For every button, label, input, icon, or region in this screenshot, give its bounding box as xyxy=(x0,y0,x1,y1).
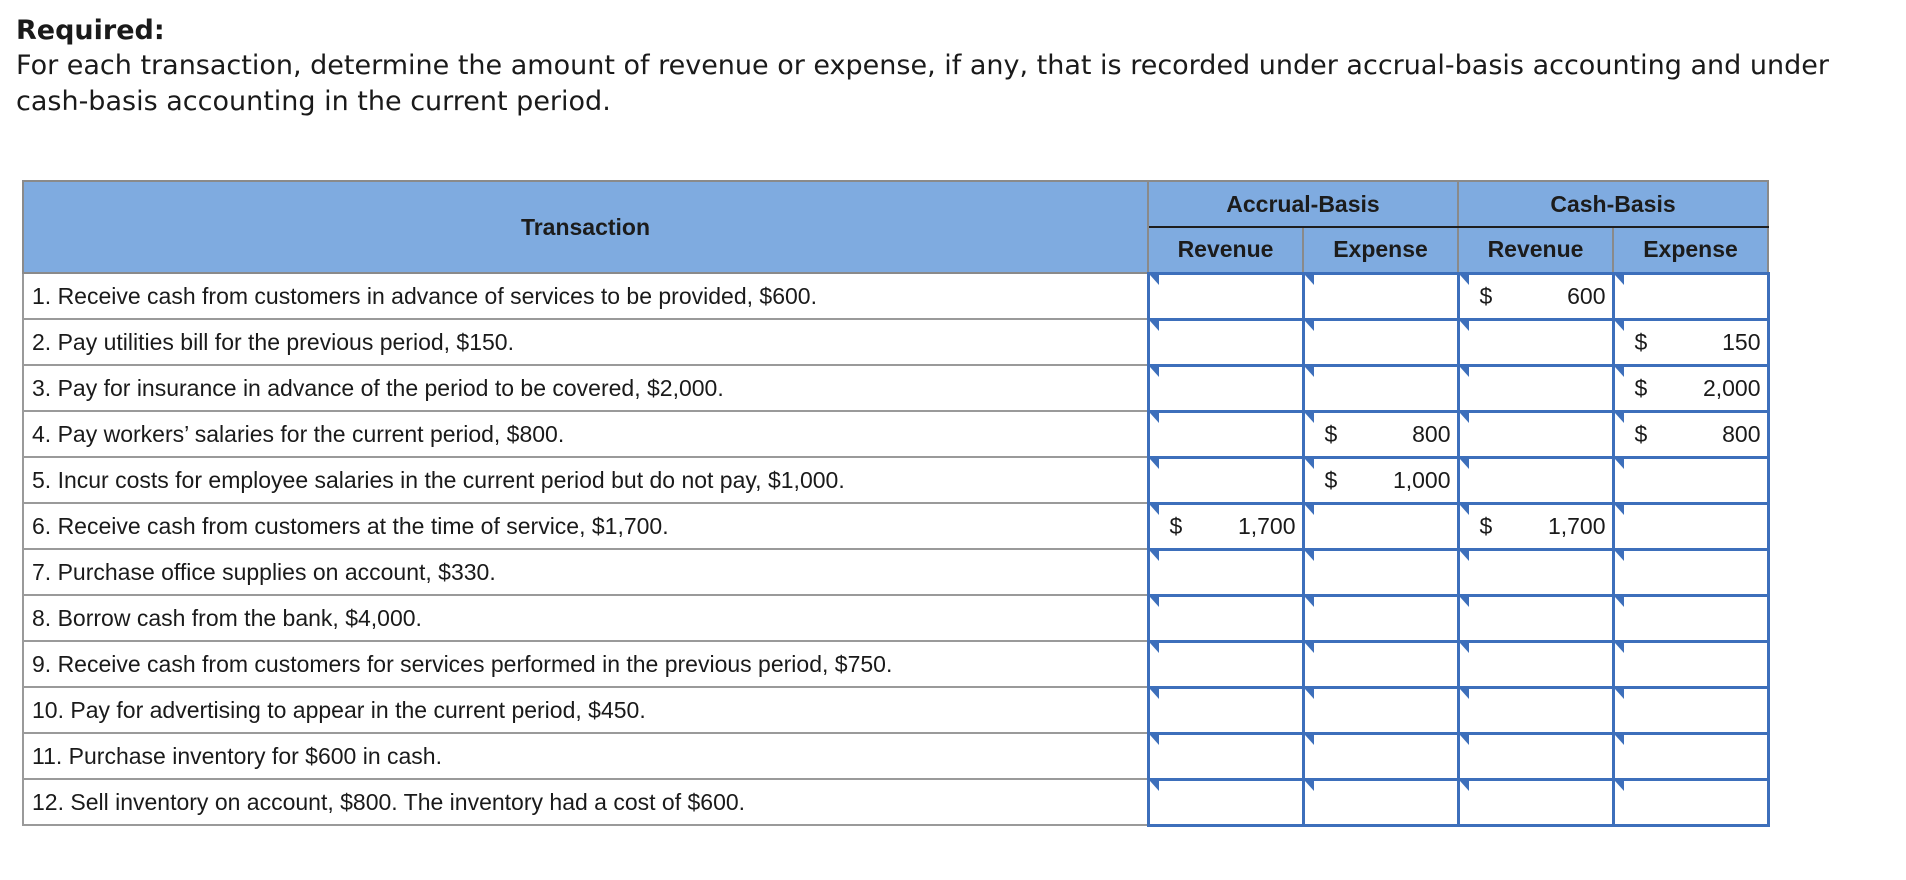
cash-revenue-input[interactable] xyxy=(1458,641,1613,687)
cash-revenue-input[interactable] xyxy=(1458,595,1613,641)
transaction-description: 8. Borrow cash from the bank, $4,000. xyxy=(23,595,1148,641)
cash-expense-input[interactable] xyxy=(1613,273,1768,319)
transactions-table xyxy=(22,180,1770,827)
cash-expense-header: Expense xyxy=(1613,227,1768,273)
accrual-expense-input[interactable] xyxy=(1303,503,1458,549)
amount-value: 1,000 xyxy=(1392,466,1451,493)
amount-value: 600 xyxy=(1567,282,1606,309)
transaction-description: 5. Incur costs for employee salaries in the current period but do not pay, $1,000. xyxy=(23,457,1148,503)
accrual-expense-input[interactable] xyxy=(1303,779,1458,825)
table-row xyxy=(23,595,1768,641)
cash-expense-input[interactable] xyxy=(1613,595,1768,641)
cash-revenue-input[interactable] xyxy=(1458,549,1613,595)
table-row xyxy=(23,319,1768,365)
accrual-expense-input[interactable] xyxy=(1303,411,1458,457)
cash-revenue-input[interactable] xyxy=(1458,687,1613,733)
table-row xyxy=(23,687,1768,733)
accrual-revenue-input[interactable] xyxy=(1148,273,1303,319)
cash-revenue-input[interactable] xyxy=(1458,273,1613,319)
accrual-basis-header: Accrual-Basis xyxy=(1148,181,1458,227)
accrual-expense-header: Expense xyxy=(1303,227,1458,273)
transaction-description: 11. Purchase inventory for $600 in cash. xyxy=(23,733,1148,779)
amount-value: 1,700 xyxy=(1237,512,1296,539)
cash-revenue-input[interactable] xyxy=(1458,319,1613,365)
required-label: Required: xyxy=(16,15,165,46)
dollar-sign: $ xyxy=(1634,328,1648,355)
accrual-expense-input[interactable] xyxy=(1303,365,1458,411)
dollar-sign: $ xyxy=(1634,420,1648,447)
transaction-description: 6. Receive cash from customers at the time of service, $1,700. xyxy=(23,503,1148,549)
cash-expense-input[interactable] xyxy=(1613,411,1768,457)
transaction-description: 10. Pay for advertising to appear in the current period, $450. xyxy=(23,687,1148,733)
transaction-description: 4. Pay workers’ salaries for the current period, $800. xyxy=(23,411,1148,457)
dollar-sign: $ xyxy=(1479,512,1493,539)
accrual-expense-input[interactable] xyxy=(1303,733,1458,779)
cash-revenue-input[interactable] xyxy=(1458,779,1613,825)
cash-expense-input[interactable] xyxy=(1613,549,1768,595)
cash-expense-input[interactable] xyxy=(1613,733,1768,779)
table-row xyxy=(23,779,1768,825)
accrual-revenue-input[interactable] xyxy=(1148,549,1303,595)
cash-revenue-header: Revenue xyxy=(1458,227,1613,273)
accrual-revenue-input[interactable] xyxy=(1148,503,1303,549)
amount-value: 150 xyxy=(1722,328,1761,355)
table-row xyxy=(23,457,1768,503)
table-row xyxy=(23,411,1768,457)
amount-value: 1,700 xyxy=(1547,512,1606,539)
table-row xyxy=(23,365,1768,411)
transaction-description: 3. Pay for insurance in advance of the period to be covered, $2,000. xyxy=(23,365,1148,411)
accrual-revenue-input[interactable] xyxy=(1148,641,1303,687)
amount-value: 800 xyxy=(1722,420,1761,447)
transaction-description: 2. Pay utilities bill for the previous period, $150. xyxy=(23,319,1148,365)
table-row xyxy=(23,503,1768,549)
accrual-expense-input[interactable] xyxy=(1303,641,1458,687)
amount-value: 2,000 xyxy=(1702,374,1761,401)
amount-value: 800 xyxy=(1412,420,1451,447)
dollar-sign: $ xyxy=(1634,374,1648,401)
transaction-description: 12. Sell inventory on account, $800. The inventory had a cost of $600. xyxy=(23,779,1148,825)
transaction-description: 1. Receive cash from customers in advance of services to be provided, $600. xyxy=(23,273,1148,319)
accrual-revenue-header: Revenue xyxy=(1148,227,1303,273)
accrual-revenue-input[interactable] xyxy=(1148,687,1303,733)
cash-expense-input[interactable] xyxy=(1613,457,1768,503)
cash-revenue-input[interactable] xyxy=(1458,503,1613,549)
instructions xyxy=(16,14,1896,120)
cash-expense-input[interactable] xyxy=(1613,641,1768,687)
accrual-expense-input[interactable] xyxy=(1303,273,1458,319)
accrual-expense-input[interactable] xyxy=(1303,549,1458,595)
accrual-expense-input[interactable] xyxy=(1303,595,1458,641)
table-row xyxy=(23,733,1768,779)
cash-expense-input[interactable] xyxy=(1613,365,1768,411)
accrual-revenue-input[interactable] xyxy=(1148,365,1303,411)
transaction-description: 7. Purchase office supplies on account, $330. xyxy=(23,549,1148,595)
cash-expense-input[interactable] xyxy=(1613,779,1768,825)
accrual-revenue-input[interactable] xyxy=(1148,779,1303,825)
cash-revenue-input[interactable] xyxy=(1458,411,1613,457)
accrual-expense-input[interactable] xyxy=(1303,457,1458,503)
accrual-expense-input[interactable] xyxy=(1303,319,1458,365)
accrual-revenue-input[interactable] xyxy=(1148,411,1303,457)
cash-revenue-input[interactable] xyxy=(1458,733,1613,779)
accrual-revenue-input[interactable] xyxy=(1148,319,1303,365)
transaction-description: 9. Receive cash from customers for services performed in the previous period, $750. xyxy=(23,641,1148,687)
accrual-revenue-input[interactable] xyxy=(1148,457,1303,503)
cash-expense-input[interactable] xyxy=(1613,319,1768,365)
accrual-revenue-input[interactable] xyxy=(1148,595,1303,641)
table-row xyxy=(23,273,1768,319)
table-row xyxy=(23,549,1768,595)
transaction-header: Transaction xyxy=(23,181,1148,273)
cash-basis-header: Cash-Basis xyxy=(1458,181,1768,227)
cash-expense-input[interactable] xyxy=(1613,503,1768,549)
accrual-expense-input[interactable] xyxy=(1303,687,1458,733)
dollar-sign: $ xyxy=(1479,282,1493,309)
cash-revenue-input[interactable] xyxy=(1458,457,1613,503)
accrual-revenue-input[interactable] xyxy=(1148,733,1303,779)
required-text: For each transaction, determine the amount of revenue or expense, if any, that is recorded under accrual-basis accounting and under cash-basis accounting in the current period. xyxy=(16,50,1829,117)
cash-revenue-input[interactable] xyxy=(1458,365,1613,411)
dollar-sign: $ xyxy=(1169,512,1183,539)
table-row xyxy=(23,641,1768,687)
dollar-sign: $ xyxy=(1324,420,1338,447)
cash-expense-input[interactable] xyxy=(1613,687,1768,733)
dollar-sign: $ xyxy=(1324,466,1338,493)
